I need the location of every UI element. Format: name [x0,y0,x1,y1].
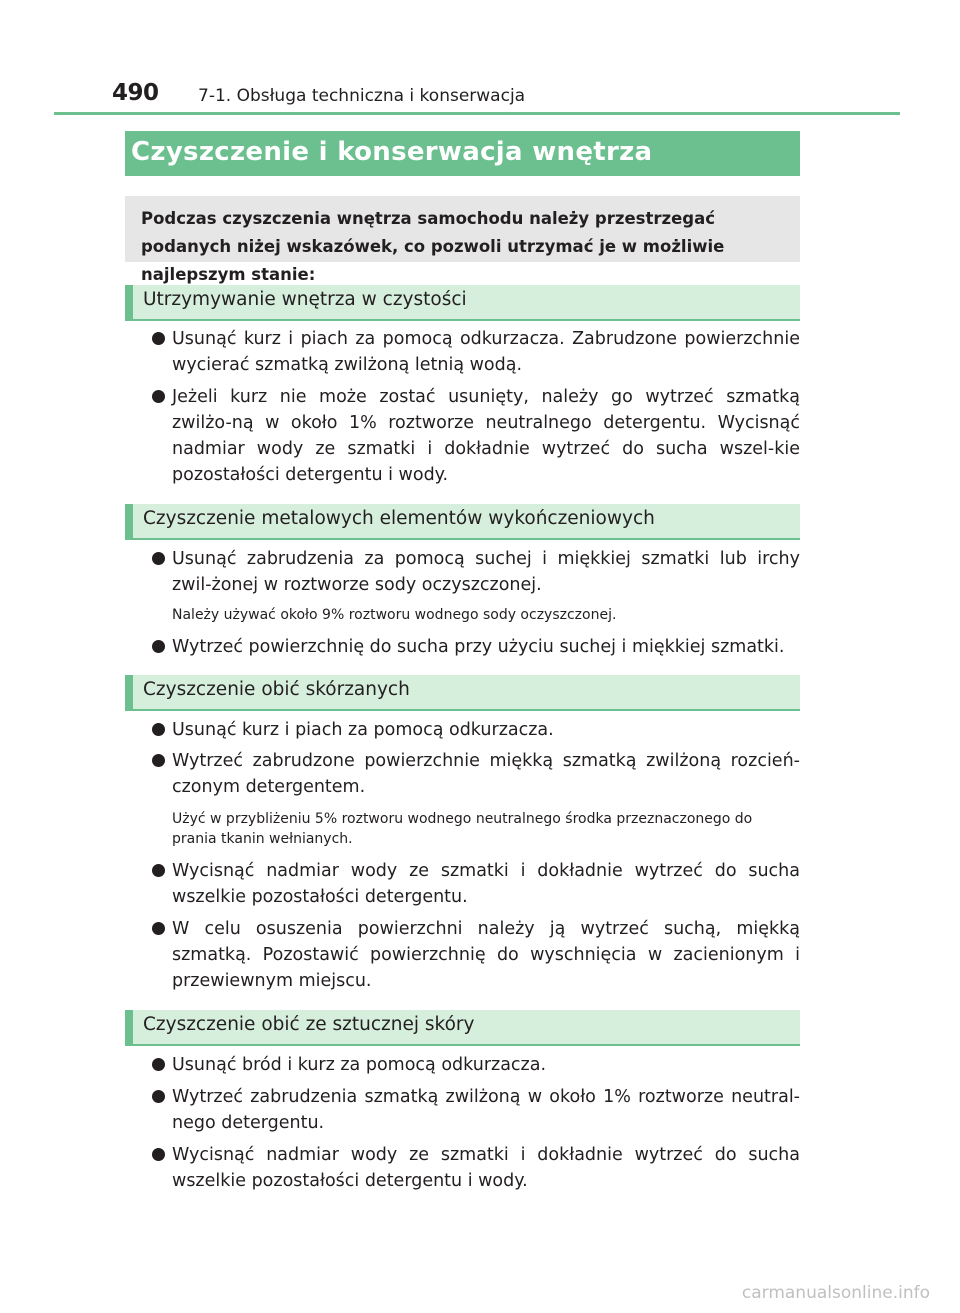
bullet-text: Usunąć kurz i piach za pomocą odkurzacza. [172,720,554,740]
watermark: carmanualsonline.info [741,1283,930,1303]
bullet-icon [152,332,165,345]
page-title: Czyszczenie i konserwacja wnętrza [131,137,653,167]
bullet-text: Wytrzeć zabrudzenia szmatką zwilżoną w około 1% roztworze neutral-nego detergentu. [172,1087,800,1133]
section-title: Czyszczenie obić skórzanych [143,679,410,700]
header-rule [54,112,900,115]
bullet-icon [152,723,165,736]
intro-text: Podczas czyszczenia wnętrza samochodu należy przestrzegać podanych niżej wskazówek, co pozwoli utrzymać je w możliwie najlepszym stanie: [141,209,725,284]
bullet-text: Usunąć bród i kurz za pomocą odkurzacza. [172,1055,547,1075]
bullet-text: Wycisnąć nadmiar wody ze szmatki i dokładnie wytrzeć do sucha wszelkie pozostałości detergentu. [172,861,800,907]
note-text: Użyć w przybliżeniu 5% roztworu wodnego neutralnego środka przeznaczonego do prania tkanin wełnianych. [172,811,753,847]
section-heading-clean-interior [125,285,800,321]
section-title: Czyszczenie metalowych elementów wykończeniowych [143,508,655,529]
bullet-icon [152,1058,165,1071]
main-title-bar [125,131,800,176]
intro-box [125,196,800,284]
section-heading-leather [125,675,800,711]
bullet-icon [152,1148,165,1161]
bullet-icon [152,922,165,935]
bullet-text: Usunąć zabrudzenia za pomocą suchej i miękkiej szmatki lub irchy zwil-żonej w roztworze sody oczyszczonej. [172,549,800,595]
bullet-text: W celu osuszenia powierzchni należy ją wytrzeć suchą, miękką szmatką. Pozostawić powierzchnię do wyschnięcia w zacienionym i przewiewnym miejscu. [172,919,800,991]
bullet-icon [152,864,165,877]
bullet-text: Wytrzeć powierzchnię do sucha przy użyciu suchej i miękkiej szmatki. [172,637,785,657]
bullet-text: Jeżeli kurz nie może zostać usunięty, należy go wytrzeć szmatką zwilżo-ną w około 1% roztworze neutralnego detergentu. Wycisnąć nadmiar wody ze szmatki i dokładnie wytrzeć do sucha wszel-kie pozostałości detergentu i wody. [172,387,800,485]
section-heading-metal-trim [125,504,800,540]
bullet-icon [152,390,165,403]
bullet-icon [152,754,165,767]
chapter-title: 7-1. Obsługa techniczna i konserwacja [198,86,526,106]
section-title: Czyszczenie obić ze sztucznej skóry [143,1014,475,1035]
bullet-icon [152,552,165,565]
section-heading-synthetic-leather [125,1010,800,1046]
bullet-icon [152,1090,165,1103]
bullet-text: Usunąć kurz i piach za pomocą odkurzacza. Zabrudzone powierzchnie wycierać szmatką zwilżoną letnią wodą. [172,329,800,375]
bullet-text: Wycisnąć nadmiar wody ze szmatki i dokładnie wytrzeć do sucha wszelkie pozostałości detergentu i wody. [172,1145,800,1191]
note-text: Należy używać około 9% roztworu wodnego sody oczyszczonej. [172,607,617,623]
page-number: 490 [112,80,159,106]
bullet-text: Wytrzeć zabrudzone powierzchnie miękką szmatką zwilżoną rozcień-czonym detergentem. [172,751,800,797]
bullet-icon [152,640,165,653]
page-header [0,0,960,120]
section-title: Utrzymywanie wnętrza w czystości [143,289,467,310]
